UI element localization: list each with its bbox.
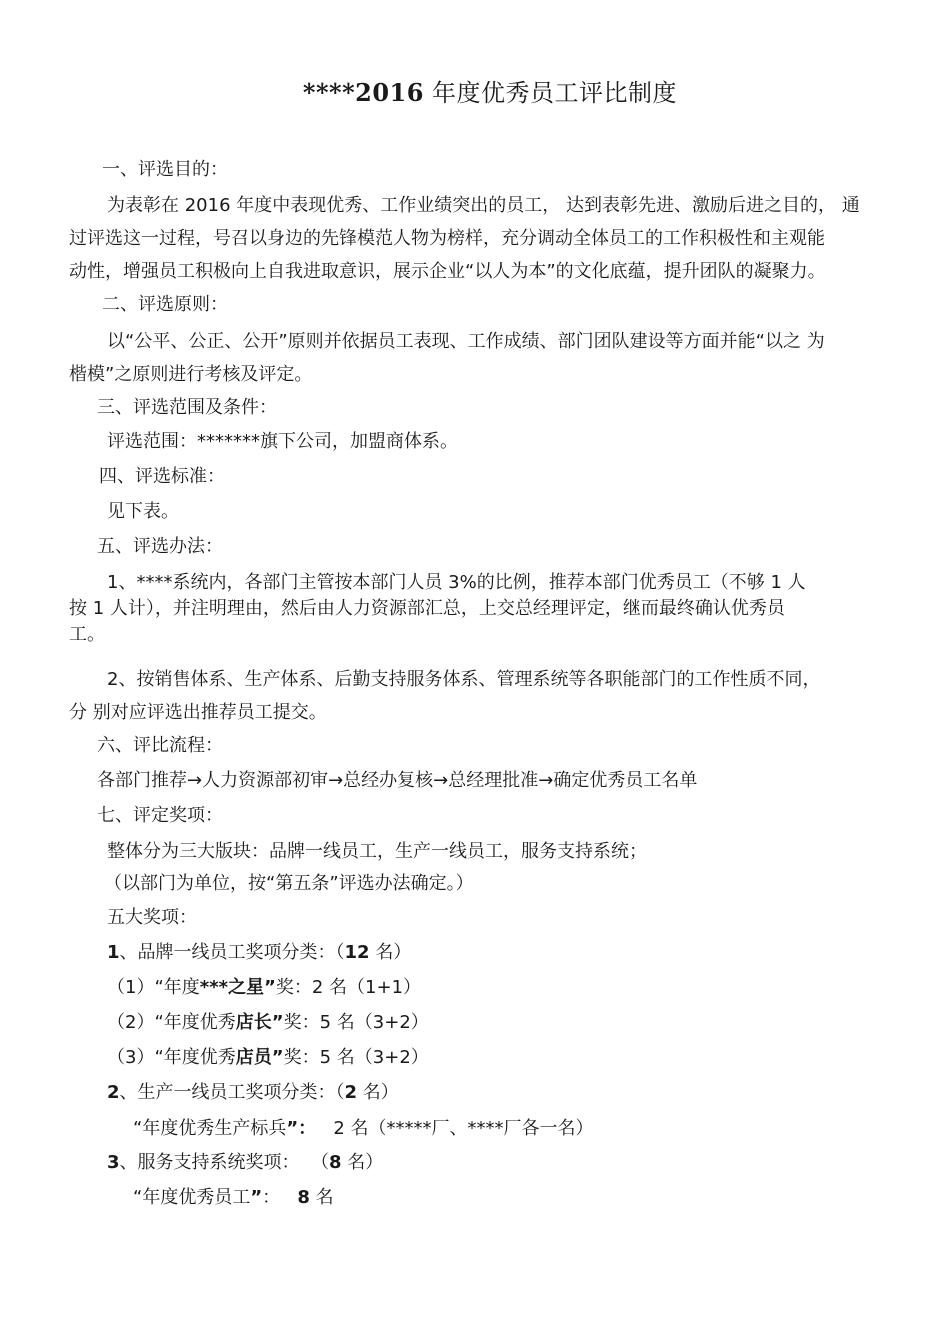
award-item [133, 1186, 334, 1210]
section-2-paragraph [69, 325, 885, 391]
section-5-item-1-line: 1、****系统内，各部门主管按本部门人员 3%的比例，推荐本部门优秀员工（不够 1 人 [107, 572, 806, 593]
award-item-post: 奖：2 名（1+1） [275, 977, 422, 998]
award-item-pre: （3）“年度优秀 [107, 1047, 236, 1068]
section-5-item-2-line: 2、按销售体系、生产体系、后勤支持服务体系、管理系统等各职能部门的工作性质不同， [107, 669, 821, 690]
section-1-heading: 一、评选目的： [102, 159, 228, 180]
award-category-number: 3 [107, 1152, 120, 1173]
award-item-unit: 名 [309, 1187, 334, 1208]
section-1-line: 动性，增强员工积极向上自我进取意识，展示企业“以人为本”的文化底蕴，提升团队的凝聚力。 [69, 261, 826, 282]
award-item-pre: （1）“年度 [107, 977, 200, 998]
award-item-pre: “年度优秀员工 [133, 1187, 251, 1208]
section-1-line: 过评选这一过程，号召以身边的先锋模范人物为榜样，充分调动全体员工的工作积极性和主观能 [69, 228, 825, 249]
award-item-post: 2 名（*****厂、****厂各一名） [316, 1118, 594, 1139]
section-2-line: 以“公平、公正、公开”原则并依据员工表现、工作成绩、部门团队建设等方面并能“以之 为 [107, 331, 825, 352]
award-category-2 [107, 1081, 399, 1105]
section-1-line: 为表彰在 2016 年度中表现优秀、工作业绩突出的员工， 达到表彰先进、激励后进之目的， 通 [107, 195, 860, 216]
award-category-count: 8 [328, 1152, 342, 1173]
award-category-number: 1 [107, 942, 120, 963]
award-category-count: 12 [344, 942, 370, 963]
title-prefix: **** [302, 78, 356, 107]
section-5-item-1 [69, 570, 885, 648]
award-item [107, 1046, 429, 1070]
section-5-item-1-line: 工。 [69, 624, 105, 645]
award-category-tail: 名） [369, 942, 412, 963]
award-category-3 [107, 1151, 383, 1175]
award-category-number: 2 [107, 1082, 120, 1103]
award-item-post: ： [262, 1187, 298, 1208]
title-rest: 年度优秀员工评比制度 [423, 79, 678, 107]
section-7-heading: 七、评定奖项： [97, 805, 223, 826]
section-4-heading: 四、评选标准： [99, 466, 225, 487]
section-7-five-awards: 五大奖项： [107, 907, 197, 928]
award-item-pre: “年度优秀生产标兵 [133, 1118, 287, 1139]
section-7-note: （以部门为单位，按“第五条”评选办法确定。） [104, 873, 474, 894]
section-1-paragraph [69, 189, 885, 288]
section-5-heading: 五、评选办法： [97, 536, 223, 557]
section-2-heading: 二、评选原则： [102, 294, 228, 315]
section-3-scope: 评选范围：*******旗下公司，加盟商体系。 [107, 431, 458, 452]
section-2-line: 楷模”之原则进行考核及评定。 [69, 364, 313, 385]
award-item-bold: 店长” [235, 1012, 284, 1033]
award-item-pre: （2）“年度优秀 [107, 1012, 236, 1033]
award-category-label: 、服务支持系统奖项： （ [119, 1152, 329, 1173]
section-7-intro: 整体分为三大版块：品牌一线员工，生产一线员工，服务支持系统； [107, 841, 647, 862]
award-item-post: 奖：5 名（3+2） [283, 1012, 429, 1033]
award-item [133, 1117, 594, 1141]
award-category-1 [107, 941, 411, 965]
section-5-item-1-line: 按 1 人计），并注明理由，然后由人力资源部汇总，上交总经理评定，继而最终确认优秀员 [69, 598, 785, 619]
award-item-bold: ”： [286, 1118, 317, 1139]
award-item-count: 8 [297, 1187, 310, 1208]
award-category-tail: 名） [357, 1082, 399, 1103]
section-4-text: 见下表。 [107, 501, 179, 522]
award-item-bold: ” [250, 1187, 263, 1208]
award-category-count: 2 [344, 1082, 358, 1103]
award-category-label: 、品牌一线员工奖项分类：（ [119, 942, 345, 963]
award-item-bold: 店员” [235, 1047, 284, 1068]
award-category-tail: 名） [341, 1152, 384, 1173]
section-6-heading: 六、评比流程： [97, 735, 223, 756]
award-item [107, 976, 421, 1000]
award-item-bold: ***之星” [199, 977, 276, 998]
title-year: 2016 [355, 78, 424, 107]
section-6-flow: 各部门推荐→人力资源部初审→总经办复核→总经理批准→确定优秀员工名单 [97, 770, 698, 791]
award-category-label: 、生产一线员工奖项分类：（ [119, 1082, 345, 1103]
section-5-item-2 [69, 663, 885, 729]
award-item [107, 1011, 429, 1035]
document-title [0, 76, 950, 110]
section-5-item-2-line: 分 别对应评选出推荐员工提交。 [69, 702, 327, 723]
section-3-heading: 三、评选范围及条件： [97, 397, 277, 418]
award-item-post: 奖：5 名（3+2） [283, 1047, 429, 1068]
